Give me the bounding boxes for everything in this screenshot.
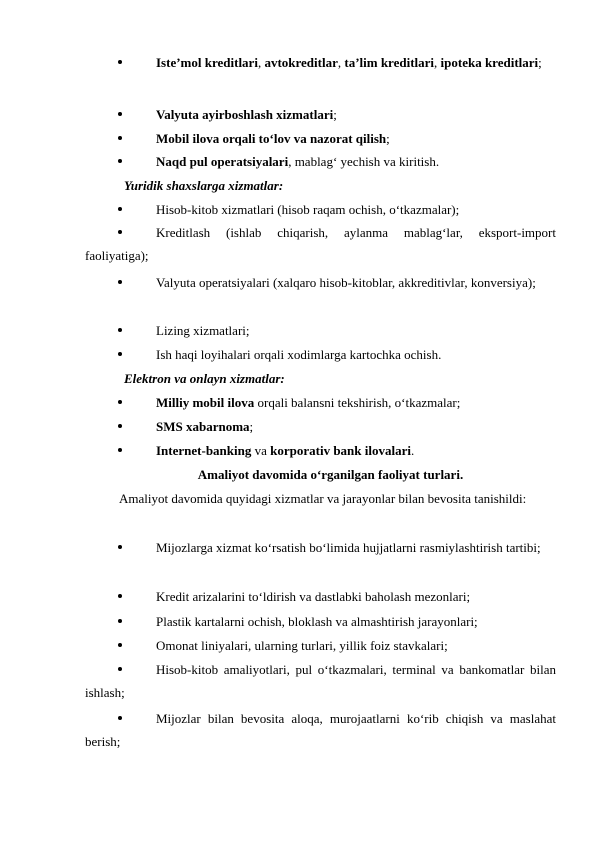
bullet-icon — [118, 537, 124, 560]
bullet-icon — [118, 708, 124, 731]
item-text: Omonat liniyalari, ularning turlari, yillik foiz stavkalari; — [156, 638, 448, 653]
text-plain: , — [337, 55, 345, 70]
bullet-icon — [118, 128, 124, 151]
text-plain: , — [434, 55, 441, 70]
bullet-icon — [118, 586, 124, 609]
section-heading-practice: Amaliyot davomida o‘rganilgan faoliyat turlari. — [197, 467, 464, 482]
list-item-currency-operations — [85, 272, 556, 295]
text-plain: ; — [249, 419, 254, 434]
text-bold: korporativ bank ilovalari — [270, 443, 411, 458]
item-text: Hisob-kitob xizmatlari (hisob raqam ochish, o‘tkazmalar); — [156, 202, 460, 217]
list-item-leasing — [85, 320, 556, 343]
item-text: Hisob-kitob amaliyotlari, pul o‘tkazmalari, terminal va bankomatlar bilan ishlash; — [85, 662, 556, 700]
text-bold: ta’lim kreditlari — [344, 55, 435, 70]
text-bold: ipoteka kreditlari — [440, 55, 539, 70]
text-bold: avtokreditlar — [264, 55, 338, 70]
text-bold: Iste’mol kreditlari — [156, 55, 258, 70]
bullet-icon — [118, 104, 124, 127]
text-bold: Internet-banking — [156, 443, 252, 458]
text-plain: , mablag‘ yechish va kiritish. — [288, 154, 440, 169]
bullet-icon — [118, 416, 124, 439]
section-heading-legal: Yuridik shaxslarga xizmatlar: — [124, 178, 284, 193]
bullet-icon — [118, 440, 124, 463]
text-plain: ; — [333, 107, 337, 122]
item-text: Ish haqi loyihalari orqali xodimlarga kartochka ochish. — [156, 347, 442, 362]
text-bold: Valyuta ayirboshlash xizmatlari — [156, 107, 334, 122]
bullet-icon — [118, 199, 124, 222]
text-plain: ; — [538, 55, 542, 70]
item-text: Kreditlash (ishlab chiqarish, aylanma mablag‘lar, eksport-import faoliyatiga); — [85, 225, 556, 263]
bullet-icon — [118, 344, 124, 367]
item-text: Lizing xizmatlari; — [156, 323, 250, 338]
text-plain: . — [411, 443, 415, 458]
bullet-icon — [118, 611, 124, 634]
list-item-deposit-lines — [85, 635, 556, 658]
text-bold: SMS xabarnoma — [156, 419, 250, 434]
bullet-icon — [118, 222, 124, 245]
list-item-currency-exchange — [85, 104, 556, 127]
item-text: Mijozlarga xizmat ko‘rsatish bo‘limida hujjatlarni rasmiylashtirish tartibi; — [156, 540, 541, 555]
text-bold: Milliy mobil ilova — [156, 395, 255, 410]
bullet-icon — [118, 320, 124, 343]
section-heading-online: Elektron va onlayn xizmatlar: — [124, 371, 285, 386]
list-item-national-mobile-app — [85, 392, 556, 415]
list-item-sms-notification — [85, 416, 556, 439]
practice-intro-paragraph: Amaliyot davomida quyidagi xizmatlar va jarayonlar bilan bevosita tanishildi: — [119, 491, 527, 506]
list-item-crediting — [85, 222, 556, 267]
list-item-client-documents — [85, 537, 556, 560]
bullet-icon — [118, 659, 124, 682]
bullet-icon — [118, 392, 124, 415]
item-text: Kredit arizalarini to‘ldirish va dastlabki baholash mezonlari; — [156, 589, 471, 604]
list-item-settlement-practice — [85, 659, 556, 704]
list-item-consumer-credits — [85, 52, 556, 75]
list-item-client-contact — [85, 708, 556, 753]
list-item-plastic-cards — [85, 611, 556, 634]
text-plain: ; — [386, 131, 390, 146]
list-item-payroll-projects — [85, 344, 556, 367]
text-plain: orqali balansni tekshirish, o‘tkazmalar; — [254, 395, 461, 410]
text-bold: Mobil ilova orqali to‘lov va nazorat qilish — [156, 131, 387, 146]
bullet-icon — [118, 635, 124, 658]
bullet-icon — [118, 151, 124, 174]
item-text: Mijozlar bilan bevosita aloqa, murojaatlarni ko‘rib chiqish va maslahat berish; — [85, 711, 556, 749]
list-item-mobile-payment — [85, 128, 556, 151]
text-plain: , — [257, 55, 265, 70]
list-item-credit-applications — [85, 586, 556, 609]
list-item-cash-operations — [85, 151, 556, 174]
text-bold: Naqd pul operatsiyalari — [156, 154, 289, 169]
list-item-internet-banking — [85, 440, 556, 463]
item-text: Plastik kartalarni ochish, bloklash va almashtirish jarayonlari; — [156, 614, 478, 629]
bullet-icon — [118, 52, 124, 75]
list-item-settlement — [85, 199, 556, 222]
bullet-icon — [118, 272, 124, 295]
item-text: Valyuta operatsiyalari (xalqaro hisob-kitoblar, akkreditivlar, konversiya); — [156, 275, 536, 290]
text-plain: va — [251, 443, 271, 458]
